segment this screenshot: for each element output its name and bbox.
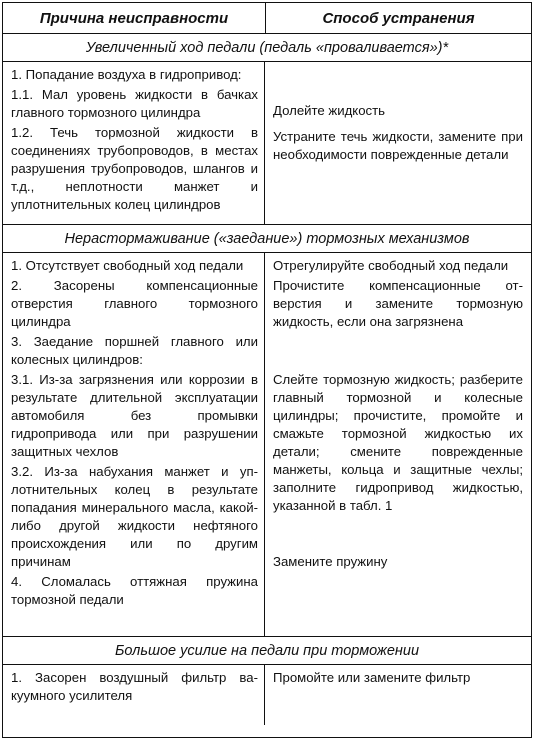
- cause-item: 1. Засорен воздушный фильтр вакуумного усилителя: [11, 670, 258, 703]
- section-title-high-pedal-effort: Большое усилие на педали при торможении: [3, 637, 531, 665]
- section-body-pedal-travel: [3, 62, 531, 225]
- remedy-item: Прочистите компенсационные отверстия и замените тормозную жидкость, если она загрязнена: [273, 278, 523, 329]
- cause-item: 3.1. Из-за загрязнения или коррозии в результате длительной эксплуатации автомобиля без промывки гидропривода или при разрушении защитных чехлов: [11, 372, 258, 459]
- remedies-column: [265, 253, 531, 636]
- section-body-high-pedal-effort: [3, 665, 531, 725]
- header-remedy: Способ устранения: [322, 9, 475, 27]
- causes-column: [3, 62, 265, 224]
- cause-item: 1.2. Течь тормозной жидкости в соединениях трубопроводов, в местах разрушения трубопроводов, шлангов и т.д., неплотности манжет и уплотнительных колец цилиндров: [11, 125, 258, 212]
- causes-column: [3, 253, 265, 636]
- remedy-item: Долейте жидкость: [273, 103, 386, 118]
- cause-item: 4. Сломалась оттяжная пружина тормозной педали: [11, 574, 258, 607]
- troubleshooting-table: [2, 2, 532, 738]
- cause-item: 1. Попадание воздуха в гидропривод:: [11, 67, 242, 82]
- remedy-item: Промойте или замените фильтр: [273, 670, 471, 685]
- header-cause: Причина неисправности: [3, 3, 266, 33]
- section-body-brake-seizing: [3, 253, 531, 637]
- table-header: [3, 3, 531, 34]
- section-title-pedal-travel: Увеличенный ход педали (педаль «проваливается»)*: [3, 34, 531, 62]
- remedy-item: Замените пружину: [273, 554, 388, 569]
- remedies-column: [265, 62, 531, 224]
- cause-item: 3. Заедание поршней главного или колесных цилиндров:: [11, 334, 258, 367]
- remedy-item: Устраните течь жидкости, замените при необходимости поврежденные детали: [273, 129, 523, 162]
- section-title-brake-seizing: Нерастормаживание («заедание») тормозных механизмов: [3, 225, 531, 253]
- remedy-item: Слейте тормозную жидкость; разберите главный тормозной и колесные цилиндры; прочистите, промойте и смажьте тормозной жидкостью их детали; смените поврежденные манжеты, кольца и защитные чехлы; заполните гидропривод жидкостью, указанной в табл. 1: [273, 372, 523, 513]
- remedies-column: [265, 665, 531, 725]
- cause-item: 1.1. Мал уровень жидкости в бачках главного тормозного цилиндра: [11, 87, 258, 120]
- causes-column: [3, 665, 265, 725]
- cause-item: 3.2. Из-за набухания манжет и уплотнительных колец в результате попадания минерального масла, какой-либо другой жидкости нефтяного происхождения или по другим причинам: [11, 464, 258, 569]
- cause-item: 1. Отсутствует свободный ход педали: [11, 258, 244, 273]
- cause-item: 2. Засорены компенсационные отверстия главного тормозного цилиндра: [11, 278, 258, 329]
- remedy-item: Отрегулируйте свободный ход педали: [273, 258, 509, 273]
